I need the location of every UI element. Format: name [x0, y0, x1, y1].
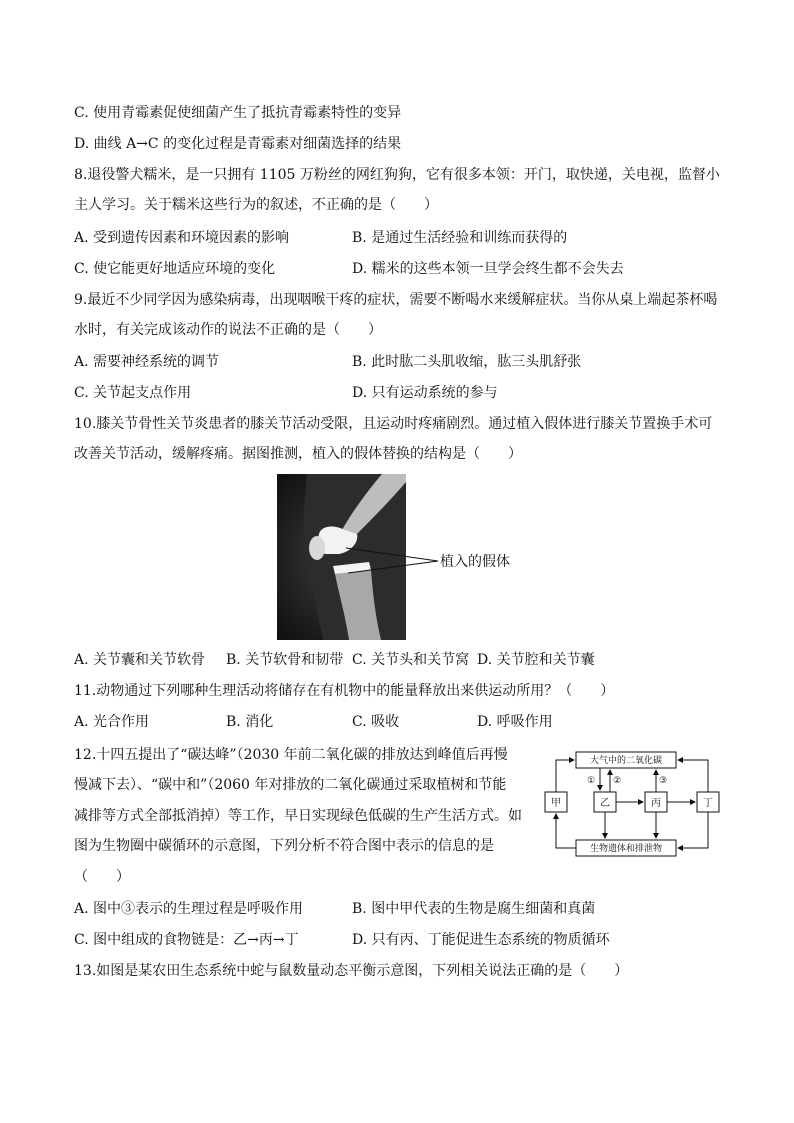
label-ding: 丁	[703, 798, 713, 809]
q12-option-b: B. 图中甲代表的生物是腐生细菌和真菌	[352, 901, 596, 917]
q9-option-c: C. 关节起支点作用	[74, 385, 192, 401]
label-bing: 丙	[651, 798, 661, 809]
q8-option-d: D. 糯米的这些本领一旦学会终生都不会失去	[352, 261, 624, 277]
q12-stem-line5: （ ）	[74, 869, 130, 885]
arrow-ding-remains	[678, 812, 708, 848]
q12-stem-line2: 慢减下去）、“碳中和”（2060 年对排放的二氧化碳通过采取植树和节能	[74, 777, 507, 793]
carbon-cycle-diagram	[542, 746, 726, 862]
q9-stem-line1: 9.最近不少同学因为感染病毒，出现咽喉干疼的症状，需要不断喝水来缓解症状。当你从桌上端起茶杯喝	[74, 292, 718, 308]
q12-stem-line3: 减排等方式全部抵消掉）等工作，早日实现绿色低碳的生产生活方式。如	[74, 808, 522, 824]
q8-stem-line1: 8.退役警犬糯米，是一只拥有 1105 万粉丝的网红狗狗，它有很多本领：开门，取快递，关电视，监督小	[74, 167, 720, 183]
label-remains-excreta: 生物遗体和排泄物	[589, 844, 663, 854]
q7-option-c: C. 使用青霉素促使细菌产生了抵抗青霉素特性的变异	[74, 105, 402, 121]
marker-3: ③	[659, 776, 668, 786]
q12-option-c: C. 图中组成的食物链是：乙→丙→丁	[74, 932, 299, 948]
q10-option-c: C. 关节头和关节窝	[352, 652, 470, 668]
q7-option-d: D. 曲线 A→C 的变化过程是青霉素对细菌选择的结果	[74, 136, 402, 152]
q12-stem-line1: 12.十四五提出了“碳达峰”（2030 年前二氧化碳的排放达到峰值后再慢	[74, 747, 508, 763]
q12-option-a: A. 图中③表示的生理过程是呼吸作用	[74, 901, 304, 917]
q10-stem-line1: 10.膝关节骨性关节炎患者的膝关节活动受限，且运动时疼痛剧烈。通过植入假体进行膝关节置换手术可	[74, 416, 713, 432]
q10-option-a: A. 关节囊和关节软骨	[74, 652, 206, 668]
q9-stem-line2: 水时，有关完成该动作的说法不正确的是（ ）	[74, 322, 382, 338]
arrow-remains-jia	[556, 814, 576, 848]
marker-2: ②	[613, 776, 622, 786]
q11-stem: 11.动物通过下列哪种生理活动将储存在有机物中的能量释放出来供运动所用？（ ）	[74, 683, 615, 699]
arrow-ding-co2	[678, 760, 708, 792]
label-atmosphere-co2: 大气中的二氧化碳	[589, 756, 663, 766]
q8-option-b: B. 是通过生活经验和训练而获得的	[352, 230, 568, 246]
q8-option-c: C. 使它能更好地适应环境的变化	[74, 261, 276, 277]
q8-stem-line2: 主人学习。关于糯米这些行为的叙述，不正确的是（ ）	[74, 197, 438, 213]
implant-label: 植入的假体	[440, 554, 510, 570]
q11-option-b: B. 消化	[226, 714, 274, 730]
q10-stem-line2: 改善关节活动，缓解疼痛。据图推测，植入的假体替换的结构是（ ）	[74, 446, 522, 462]
q9-option-d: D. 只有运动系统的参与	[352, 385, 498, 401]
q9-option-b: B. 此时肱二头肌收缩，肱三头肌舒张	[352, 354, 582, 370]
carbon-cycle-svg	[542, 746, 726, 862]
q12-option-d: D. 只有丙、丁能促进生态系统的物质循环	[352, 932, 610, 948]
label-yi: 乙	[600, 798, 610, 809]
q13-stem: 13.如图是某农田生态系统中蛇与鼠数量动态平衡示意图，下列相关说法正确的是（ ）	[74, 963, 629, 979]
q11-option-d: D. 呼吸作用	[477, 714, 553, 730]
q11-option-a: A. 光合作用	[74, 714, 150, 730]
implant-pointer-lines	[340, 545, 440, 575]
q12-stem-line4: 图为生物圈中碳循环的示意图，下列分析不符合图中表示的信息的是	[74, 838, 494, 854]
q10-option-b: B. 关节软骨和韧带	[226, 652, 344, 668]
q11-option-c: C. 吸收	[352, 714, 400, 730]
arrow-jia-co2	[556, 760, 574, 792]
marker-1: ①	[587, 776, 596, 786]
q9-option-a: A. 需要神经系统的调节	[74, 354, 220, 370]
label-jia: 甲	[551, 798, 561, 809]
q8-option-a: A. 受到遗传因素和环境因素的影响	[74, 230, 290, 246]
q10-option-d: D. 关节腔和关节囊	[477, 652, 595, 668]
